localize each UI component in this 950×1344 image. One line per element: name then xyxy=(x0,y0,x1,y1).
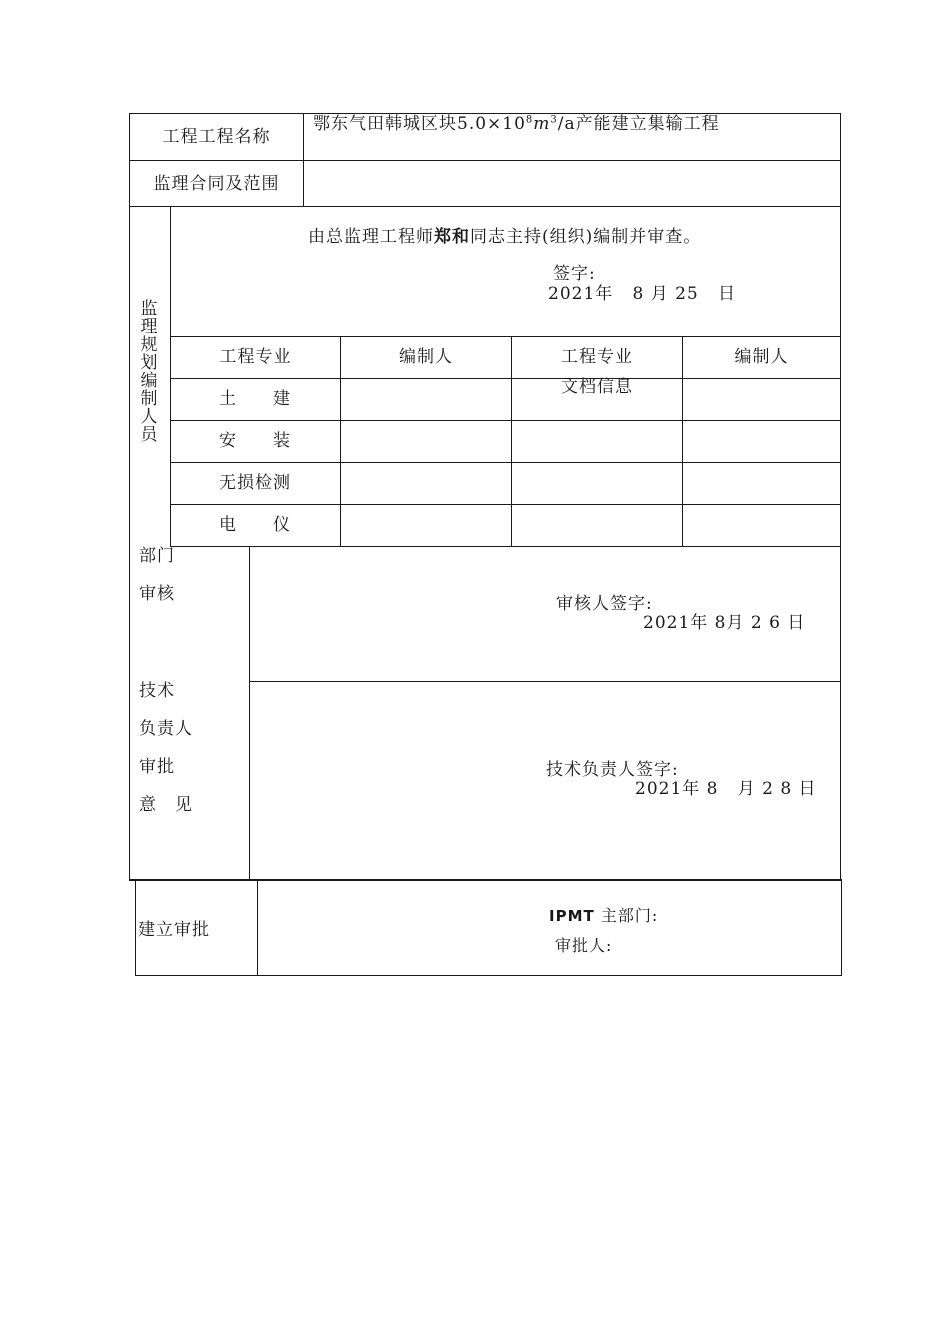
col-divider xyxy=(682,336,683,547)
col-divider xyxy=(257,881,258,976)
planning-date: 2021年 8 月 25 日 xyxy=(548,284,736,304)
header-major-1: 工程专业 xyxy=(219,347,292,367)
approval-border-left xyxy=(135,881,136,976)
row-divider xyxy=(170,420,841,421)
row-divider xyxy=(129,160,841,161)
major-doc-info: 文档信息 xyxy=(561,377,633,397)
table-border-right xyxy=(840,113,841,881)
project-name-value: 鄂东气田韩城区块$5.0\times 10^8m^3/a$产能建立集输工程 xyxy=(313,114,720,134)
department-label-line2: 审核 xyxy=(139,584,175,604)
row-divider xyxy=(170,546,841,547)
tech-label-line1: 技术 xyxy=(139,681,175,701)
approval-label: 建立审批 xyxy=(138,920,210,940)
row-divider xyxy=(170,462,841,463)
tech-label-line4: 意 见 xyxy=(139,795,193,815)
approver-label: 审批人: xyxy=(555,936,613,955)
department-date: 2021年 8月 2 6 日 xyxy=(643,613,806,633)
major-electrical: 电 仪 xyxy=(219,515,291,535)
major-ndt: 无损检测 xyxy=(219,473,291,493)
tech-date: 2021年 8 月 2 8 日 xyxy=(635,779,817,799)
contract-scope-label: 监理合同及范围 xyxy=(153,174,280,194)
planning-statement: 由总监理工程师郑和同志主持(组织)编制并审查。 xyxy=(308,227,702,247)
approval-border-right xyxy=(841,881,842,976)
tech-sign-label: 技术负责人签字: xyxy=(546,760,679,780)
col-divider xyxy=(170,206,171,547)
col-divider xyxy=(340,336,341,547)
tech-label-line2: 负责人 xyxy=(139,719,193,739)
ipmt-department: IPMT 主部门: xyxy=(549,906,659,925)
table-border-left xyxy=(129,113,130,881)
planning-sign-label: 签字: xyxy=(553,264,596,284)
row-divider xyxy=(170,378,841,379)
row-divider xyxy=(170,504,841,505)
major-install: 安 装 xyxy=(219,431,291,451)
table-border-bottom xyxy=(129,879,842,881)
header-person-2: 编制人 xyxy=(734,347,789,367)
approval-border-bottom xyxy=(135,975,842,976)
chief-engineer-name: 郑和 xyxy=(434,227,470,247)
tech-label-line3: 审批 xyxy=(139,757,175,777)
col-divider xyxy=(303,113,304,207)
major-civil: 土 建 xyxy=(219,389,291,409)
header-person-1: 编制人 xyxy=(399,347,453,367)
row-divider xyxy=(170,336,841,337)
project-name-label: 工程工程名称 xyxy=(162,127,271,147)
department-sign-label: 审核人签字: xyxy=(556,594,653,614)
header-major-2: 工程专业 xyxy=(561,347,633,367)
row-divider xyxy=(249,681,841,682)
department-label-line1: 部门 xyxy=(139,546,175,566)
col-divider xyxy=(511,336,512,547)
col-divider xyxy=(249,546,250,880)
planning-vertical-label: 监 理 规 划 编 制 人 员 xyxy=(140,299,158,445)
row-divider xyxy=(129,206,841,207)
